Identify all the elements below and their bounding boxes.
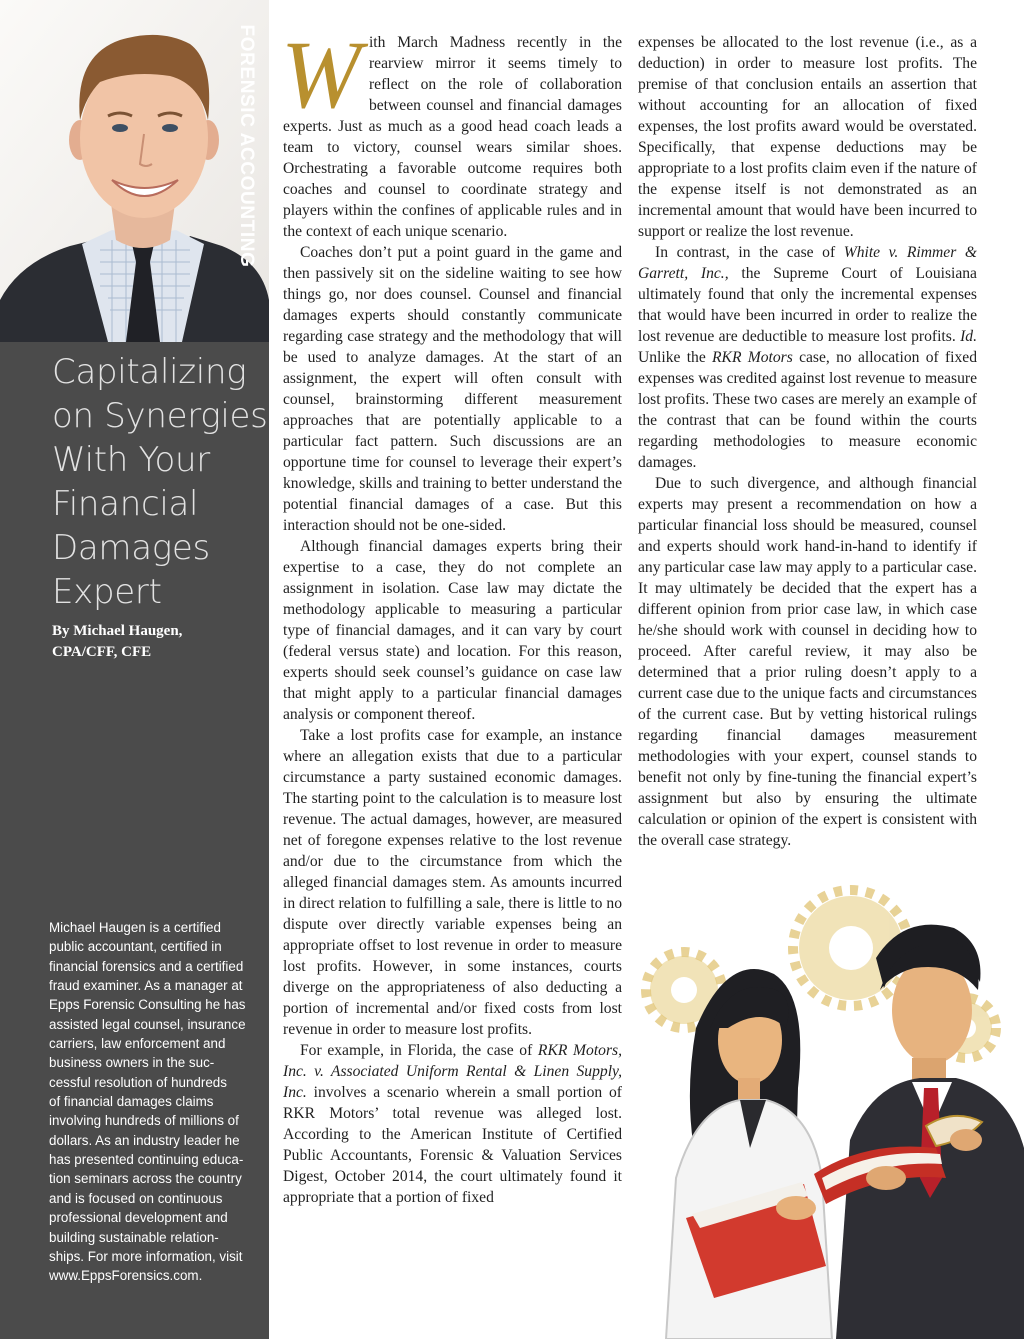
section-label: FORENSIC ACCOUNTING xyxy=(236,24,257,268)
article-paragraph: For example, in Florida, the case of RKR Motors, Inc. v. Associated Uniform Rental & Linen Supply, Inc. involves a scenario wherein a small portion of RKR Motors’ total revenue was alleged lost. According to the American Institute of Certified Public Accountants, Forensic & Valuation Services Digest, October 2014, the court ultimately found it appropriate that a portion of fixed xyxy=(283,1042,622,1206)
bio-line: public accountant, certified in xyxy=(49,939,222,955)
case-citation: White v. Rimmer & Garrett, Inc., xyxy=(638,244,977,282)
headline-line: Damages xyxy=(52,528,210,568)
bio-line: and is focused on continuous xyxy=(49,1190,223,1206)
headline-line: Expert xyxy=(52,572,162,612)
case-citation: RKR Motors, Inc. v. Associated Uniform Rental & Linen Supply, Inc. xyxy=(283,1042,622,1101)
headline-line: Capitalizing xyxy=(52,352,247,392)
author-bio xyxy=(49,918,264,1286)
bio-line: involving hundreds of millions of xyxy=(49,1113,239,1129)
headline-line: on Synergies xyxy=(52,396,268,436)
article-paragraph: Although financial damages experts bring their expertise to a case, they do not complete an assignment in isolation. Case law may dictate the methodology applicable to measuring a particular type of financial damages, and it can vary by court (federal versus state) and location. For this reason, experts should seek counsel’s guidance on case law that might apply to a particular financial damages analysis or component thereof. xyxy=(283,538,622,723)
bio-line: building sustainable relation- xyxy=(49,1229,219,1245)
section-label-tab xyxy=(231,26,261,266)
article-paragraph: Take a lost profits case for example, an instance where an allegation exists that due to a particular circumstance a party sustained economic damages. The starting point to the calculation is to measure lost revenue. The actual damages, however, are measured net of foregone expenses relative to the lost revenue and/or due to the circumstance from which the alleged financial damages stem. As amounts incurred in direct relation to fulfilling a sale, there is little to no dispute over directly variable expenses being an appropriate offset to lost revenue in order to measure lost profits. However, in some instances, courts diverge on the appropriateness of also deducting a portion of incremental and/or fixed costs from lost revenue in order to measure lost profits. xyxy=(283,727,622,1038)
bio-line: tion seminars across the country xyxy=(49,1171,242,1187)
bio-line: www.EppsForensics.com. xyxy=(49,1268,203,1284)
bio-line: professional development and xyxy=(49,1210,228,1226)
bio-line: fraud examiner. As a manager at xyxy=(49,978,243,994)
article-column-1 xyxy=(281,21,622,1208)
bio-line: business owners in the suc- xyxy=(49,1055,215,1071)
byline-credentials: CPA/CFF, CFE xyxy=(52,644,152,660)
byline-name: By Michael Haugen, xyxy=(52,623,183,639)
article-paragraph: In contrast, in the case of White v. Rimmer & Garrett, Inc., the Supreme Court of Louisiana ultimately found that only the incremental expenses that would have been incurred in order to realize the lost revenue are deductible to measure lost profits. Id. Unlike the RKR Motors case, no allocation of fixed expenses was credited against lost revenue to measure lost profits. These two cases are merely an example of the contrast that can be found within the courts regarding methodologies to measure economic damages. xyxy=(638,244,977,471)
article-paragraph: Due to such divergence, and although financial experts may present a recommendation on how a particular financial loss should be measured, counsel and experts should work hand-in-hand to identify if any particular case law may apply to a particular case. It may ultimately be decided that the expert has a different opinion from prior case law, in which case he/she should work with counsel in deciding how to proceed. After careful review, it may also be determined that a prior ruling doesn’t apply to a current case due to the unique facts and circumstances of the current case. But by vetting historical rulings regarding financial damages measurement methodologies with your expert, counsel stands to benefit not only by fine-tuning the financial expert’s assignment but also by ensuring the ultimate calculation or opinion of the expert is consistent with the overall case strategy. xyxy=(638,475,977,849)
article-headline xyxy=(52,350,268,614)
bio-line: assisted legal counsel, insurance xyxy=(49,1016,246,1032)
article-column-2 xyxy=(638,32,977,851)
bio-line: ships. For more information, visit xyxy=(49,1248,243,1264)
bio-line: Michael Haugen is a certified xyxy=(49,920,221,935)
citation-id: Id. xyxy=(960,328,977,345)
article-paragraph: Coaches don’t put a point guard in the game and then passively sit on the sideline waiting to see how things go, nor does counsel. Counsel and financial damages experts should constantly communicate regarding case strategy and the methodology that will be used to analyze damages. At the start of an assignment, the expert will often consult with counsel, brainstorming different measurement approaches that are potentially applicable to a particular fact pattern. Such discussions are an opportune time for counsel to leverage their expert’s knowledge, skills and training to better understand the potential financial damages of a case. But this interaction should not be one-sided. xyxy=(283,244,622,534)
author-photo xyxy=(0,0,269,342)
headline-line: With Your xyxy=(52,440,210,480)
author-byline xyxy=(52,621,262,663)
bio-line: cessful resolution of hundreds xyxy=(49,1074,227,1090)
author-sidebar xyxy=(0,0,269,1339)
article-paragraph: With March Madness recently in the rearview mirror it seems timely to reflect on the role of collaboration between counsel and financial damages experts. Just as much as a good head coach leads a team to victory, counsel wears similar shoes. Orchestrating a favorable outcome requires both coaches and counsel to coordinate strategy and players within the confines of applicable rules and in the context of each unique scenario. xyxy=(281,21,622,240)
article-paragraph: expenses be allocated to the lost revenue (i.e., as a deduction) in order to measure lost profits. The premise of that conclusion entails an assertion that without accounting for an allocation of fixed expenses, the lost profits award would be overstated. Specifically, that expense deductions may be appropriate to a lost profits claim even if the nature of the expense itself is not demonstrated as an incremental amount that would have been incurred to support or realize the lost revenue. xyxy=(638,34,977,240)
drop-cap: W xyxy=(281,21,361,128)
bio-line: financial forensics and a certified xyxy=(49,958,244,974)
bio-line: dollars. As an industry leader he xyxy=(49,1132,240,1148)
bio-line: carriers, law enforcement and xyxy=(49,1036,226,1052)
headline-line: Financial xyxy=(52,484,199,524)
bio-line: has presented continuing educa- xyxy=(49,1152,244,1168)
bio-line: of financial damages claims xyxy=(49,1094,214,1110)
bio-line: Epps Forensic Consulting he has xyxy=(49,997,246,1013)
case-citation: RKR Motors xyxy=(712,349,793,366)
collaboration-illustration xyxy=(636,878,1024,1339)
